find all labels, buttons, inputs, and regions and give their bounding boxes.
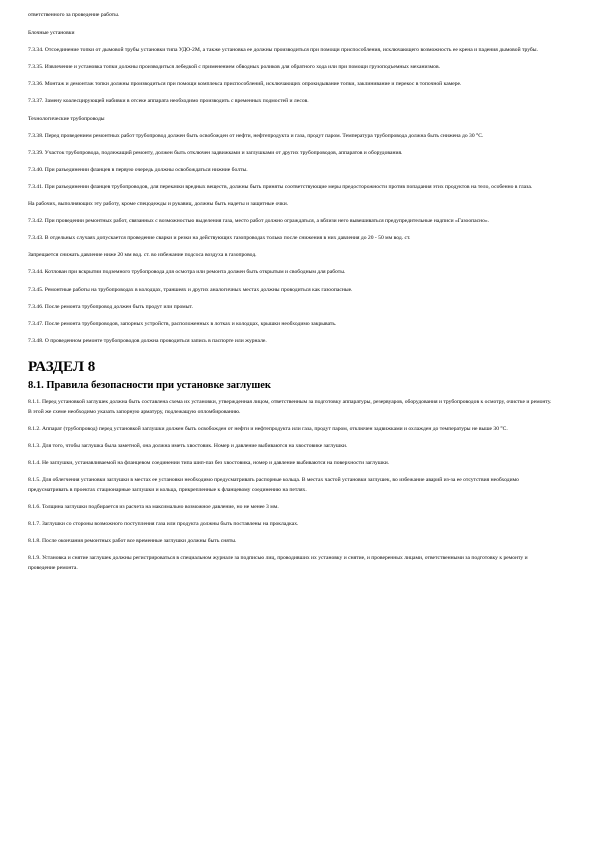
- paragraph-7-3-47: 7.3.47. После ремонта трубопроводов, запорных устройств, расположенных в лотках и колодцах, крышки необходимо закрывать.: [28, 320, 337, 327]
- subsection-blind-units: Блочные установки: [28, 29, 75, 36]
- paragraph-7-3-38: 7.3.38. Перед проведением ремонтных работ трубопровод должен быть освобожден от нефти, нефтепродукта и газа, продут паром. Температура трубопровода должна быть снижена до 30 °С.: [28, 132, 484, 139]
- paragraph-7-3-41: 7.3.41. При разъединении фланцев трубопроводов, для перекачки вредных веществ, должны быть приняты соответствующие меры предосторожности против попадания этих продуктов на тело, особенно в глаза.: [28, 183, 533, 190]
- paragraph-8-1-3: 8.1.3. Для того, чтобы заглушка была заметной, она должна иметь хвостовик. Номер и давление выбиваются на хвостовике заглушки.: [28, 443, 348, 450]
- paragraph-7-3-37: 7.3.37. Замену коалесцирующей набивки в отсеке аппарата необходимо производить с временных подмостей и лесов.: [28, 97, 309, 104]
- paragraph-workers: На рабочих, выполняющих эту работу, кроме спецодежды и рукавиц, должны быть надеты и защитные очки.: [28, 201, 289, 208]
- paragraph-8-1-5: 8.1.5. Для облегчения установки заглушки в местах ее установки необходимо предусматривать распорные кольца. В местах частой установки заглушек, во избежание аварий из-за ее отсутствия необходимо предусматривать в проектах стационарные заглушки и кольца, прикрепленные к фланцевому соединению на петлях.: [28, 477, 519, 493]
- top-fragment: ответственного за проведение работы.: [28, 12, 120, 18]
- paragraph-7-3-36: 7.3.36. Монтаж и демонтаж топки должны производиться при помощи комплекса приспособлений, исключающих опрокидывание топки, заклинивание и перекос в топочной камере.: [28, 80, 462, 87]
- paragraph-8-1-4: 8.1.4. Не заглушки, устанавливаемой на фланцевом соединении типа шип-паз без хвостовика, номер и давление выбиваются на поверхности заглушки.: [28, 460, 390, 467]
- paragraph-8-1-7: 8.1.7. Заглушки со стороны возможного поступления газа или продукта должны быть поставлены на прокладках.: [28, 521, 299, 528]
- subsection-pipelines: Технологические трубопроводы: [28, 115, 105, 122]
- paragraph-7-3-45: 7.3.45. Ремонтные работы на трубопроводах в колодцах, траншеях и других аналогичных местах должны проводиться как газоопасные.: [28, 286, 353, 293]
- paragraph-7-3-43: 7.3.43. В отдельных случаях допускается проведение сварки и резки на действующих газопроводах только после снижения в них давления до 20 - 50 мм вод. ст.: [28, 235, 411, 242]
- paragraph-8-1-9: 8.1.9. Установка и снятие заглушек должны регистрироваться в специальном журнале за подписью лиц, проводивших их установку и снятие, и проверенных лицами, ответственными за подготовку к ремонту и проведение ремонта.: [28, 555, 528, 571]
- paragraph-8-1-6: 8.1.6. Толщина заглушки подбирается из расчета на максимально возможное давление, но не менее 3 мм.: [28, 504, 279, 511]
- paragraph-8-1-2: 8.1.2. Аппарат (трубопровод) перед установкой заглушки должен быть освобожден от нефти и нефтепродукта или газа, продут паром, отключен задвижками и охлажден до температуры не выше 30 °С.: [28, 426, 508, 433]
- paragraph-forbidden: Запрещается снижать давление ниже 20 мм вод. ст. во избежание подсоса воздуха в газопровод.: [28, 252, 257, 259]
- paragraph-7-3-42: 7.3.42. При проведении ремонтных работ, связанных с возможностью выделения газа, место работ должно ограждаться, а вблизи него вывешиваться предупредительные надписи «Газоопасно».: [28, 218, 490, 225]
- paragraph-7-3-48: 7.3.48. О проведенном ремонте трубопроводов должна проводиться запись в паспорте или журнале.: [28, 337, 267, 344]
- paragraph-7-3-44: 7.3.44. Котлован при вскрытии подземного трубопровода для осмотра или ремонта должен быть открытым и свободным для работы.: [28, 269, 346, 276]
- paragraph-8-1-8: 8.1.8. После окончания ремонтных работ все временные заглушки должны быть сняты.: [28, 538, 237, 545]
- section-title: РАЗДЕЛ 8: [28, 359, 96, 376]
- paragraph-7-3-46: 7.3.46. После ремонта трубопровод должен быть продут или промыт.: [28, 303, 193, 310]
- paragraph-7-3-34: 7.3.34. Отсоединение топки от дымовой трубы установки типа УДО-2М, а также установка ее должны производиться при помощи приспособления, исключающего возможность ее крена и падения дымовой трубы.: [28, 46, 538, 53]
- heading-8-1: 8.1. Правила безопасности при установке заглушек: [28, 380, 271, 392]
- paragraph-7-3-39: 7.3.39. Участок трубопровода, подлежащий ремонту, должен быть отключен задвижками и заглушками от других трубопроводов, аппаратов и оборудования.: [28, 149, 403, 156]
- paragraph-8-1-1: 8.1.1. Перед установкой заглушек должна быть составлена схема их установки, утвержденная лицом, ответственным за подготовку аппаратуры, резервуаров, оборудования и трубопроводов к осмотру, очистке и ремонту. В этой же схеме необходимо указать запорную арматуру, подлежащую опломбированию.: [28, 399, 552, 415]
- paragraph-7-3-35: 7.3.35. Извлечение и установка топки должны производиться лебедкой с применением обводных роликов для обратного хода или при помощи грузоподъемных механизмов.: [28, 63, 440, 70]
- paragraph-7-3-40: 7.3.40. При разъединении фланцев в первую очередь должны освобождаться нижние болты.: [28, 166, 248, 173]
